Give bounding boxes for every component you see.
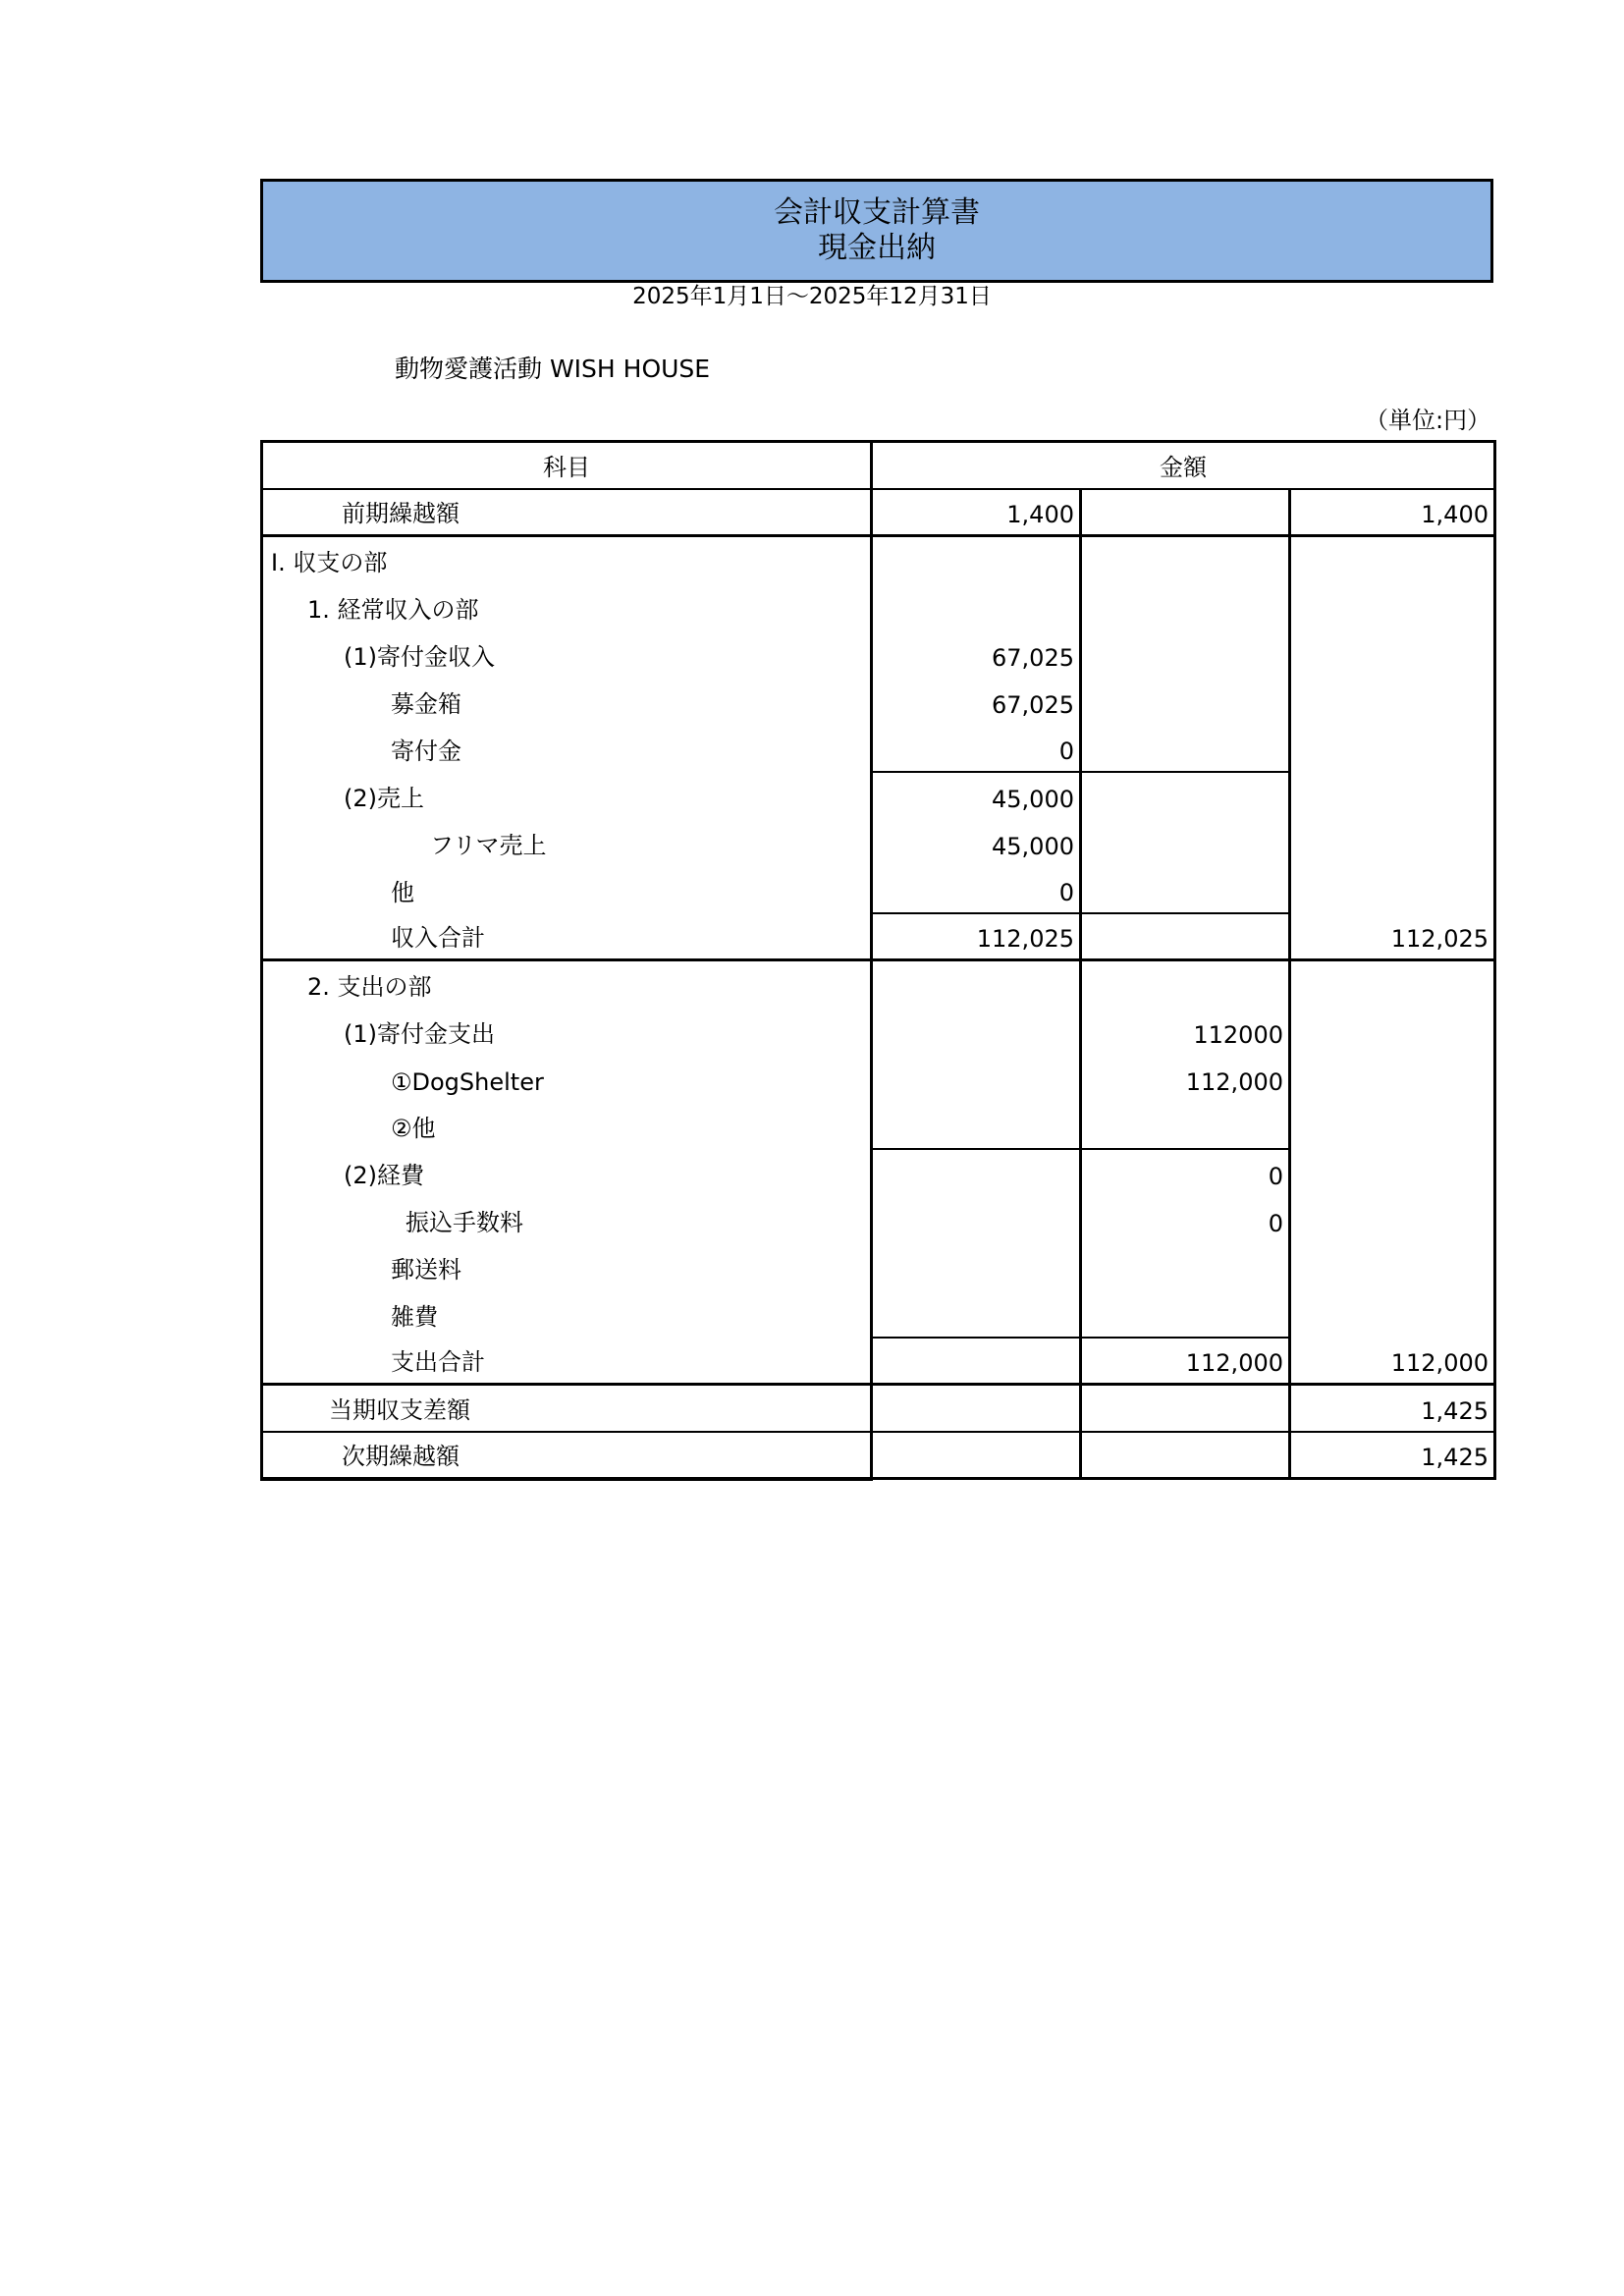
row-label: 寄付金 <box>262 725 872 772</box>
amount-c: 1,400 <box>1290 489 1495 536</box>
income-total-row <box>262 913 1495 960</box>
table-row <box>262 1149 1495 1196</box>
amount-b: 112,000 <box>1081 1338 1290 1385</box>
amount-b: 112000 <box>1081 1008 1290 1055</box>
row-label: 郵送料 <box>262 1243 872 1290</box>
row-label: 当期収支差額 <box>262 1385 872 1432</box>
row-label: 次期繰越額 <box>262 1432 872 1479</box>
amount-a: 67,025 <box>872 630 1081 678</box>
row-label: 雑費 <box>262 1290 872 1338</box>
organization: 動物愛護活動 WISH HOUSE <box>395 355 711 383</box>
table-row <box>262 1243 1495 1290</box>
amount-a: 0 <box>872 866 1081 913</box>
document-title: 会計収支計算書 <box>774 195 980 230</box>
row-label: 前期繰越額 <box>262 489 872 536</box>
row-label: (1)寄付金収入 <box>262 630 872 678</box>
amount-b <box>1081 489 1290 536</box>
income-section-row <box>262 583 1495 630</box>
row-label: ②他 <box>262 1102 872 1149</box>
table-row <box>262 725 1495 772</box>
table-row <box>262 819 1495 866</box>
row-label: 支出合計 <box>262 1338 872 1385</box>
expense-section-row <box>262 960 1495 1008</box>
amount-a: 1,400 <box>872 489 1081 536</box>
amount-a: 67,025 <box>872 678 1081 725</box>
table-row <box>262 1290 1495 1338</box>
amount-b: 112,000 <box>1081 1055 1290 1102</box>
section-row <box>262 536 1495 583</box>
row-label: フリマ売上 <box>262 819 872 866</box>
amount-c: 112,000 <box>1290 1338 1495 1385</box>
next-carryover-row <box>262 1432 1495 1479</box>
statement-table <box>260 440 1496 1481</box>
row-label: Ⅰ. 収支の部 <box>262 536 872 583</box>
amount-a: 112,025 <box>872 913 1081 960</box>
row-label: (2)売上 <box>262 772 872 819</box>
amount-c: 112,025 <box>1290 913 1495 960</box>
table-row <box>262 772 1495 819</box>
table-row <box>262 678 1495 725</box>
table-row <box>262 1008 1495 1055</box>
title-box <box>260 179 1493 283</box>
amount-a: 45,000 <box>872 819 1081 866</box>
header-row <box>262 442 1495 489</box>
amount-a: 0 <box>872 725 1081 772</box>
table-row <box>262 1102 1495 1149</box>
expense-total-row <box>262 1338 1495 1385</box>
period-balance-row <box>262 1385 1495 1432</box>
row-label: 振込手数料 <box>262 1196 872 1243</box>
table-row <box>262 1196 1495 1243</box>
document-subtitle: 現金出納 <box>818 231 936 265</box>
amount-b: 0 <box>1081 1149 1290 1196</box>
table-row <box>262 630 1495 678</box>
amount-header: 金額 <box>872 442 1495 489</box>
row-label: (1)寄付金支出 <box>262 1008 872 1055</box>
row-label: ①DogShelter <box>262 1055 872 1102</box>
amount-c: 1,425 <box>1290 1432 1495 1479</box>
row-label: 募金箱 <box>262 678 872 725</box>
row-label: 1. 経常収入の部 <box>262 583 872 630</box>
row-label: 他 <box>262 866 872 913</box>
table-row <box>262 866 1495 913</box>
row-label: 収入合計 <box>262 913 872 960</box>
subject-header: 科目 <box>262 442 872 489</box>
table-row <box>262 1055 1495 1102</box>
row-label: 2. 支出の部 <box>262 960 872 1008</box>
amount-b: 0 <box>1081 1196 1290 1243</box>
period: 2025年1月1日～2025年12月31日 <box>632 284 992 309</box>
prev-carryover-row <box>262 489 1495 536</box>
unit-label: （単位:円） <box>1365 407 1491 434</box>
row-label: (2)経費 <box>262 1149 872 1196</box>
amount-a: 45,000 <box>872 772 1081 819</box>
amount-c: 1,425 <box>1290 1385 1495 1432</box>
